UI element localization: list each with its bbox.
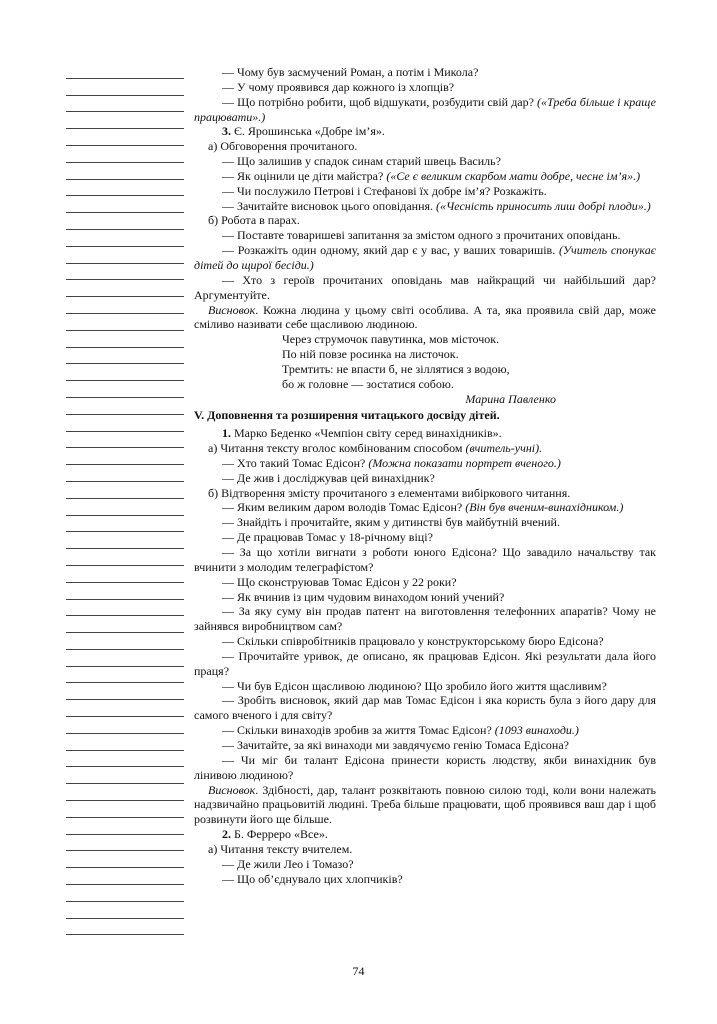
margin-note-line	[66, 196, 184, 213]
paragraph	[194, 679, 656, 694]
margin-note-line	[66, 818, 184, 835]
paragraph	[194, 441, 656, 456]
paragraph	[194, 753, 656, 783]
margin-note-line	[66, 516, 184, 533]
margin-note-line	[66, 751, 184, 768]
text-run: — Хто такий Томас Едісон?	[222, 455, 369, 470]
paragraph	[194, 213, 656, 228]
text-run: — Чому був засмучений Роман, а потім і Микола?	[222, 65, 479, 79]
margin-note-line	[66, 700, 184, 717]
margin-note-line	[66, 667, 184, 684]
margin-note-line	[66, 247, 184, 264]
margin-note-line	[66, 314, 184, 331]
margin-note-line	[66, 213, 184, 230]
text-run: («Се є великим скарбом мати добре, чесне ім’я».)	[386, 168, 641, 183]
margin-note-line	[66, 146, 184, 163]
text-run: — Скільки винаходів зробив за життя Томас Едісон?	[222, 723, 495, 738]
text-run: 1.	[222, 426, 231, 441]
text-run: б) Робота в парах.	[208, 213, 300, 228]
paragraph	[194, 604, 656, 634]
paragraph	[194, 857, 656, 872]
margin-note-line	[66, 264, 184, 281]
text-run: — Знайдіть і прочитайте, яким у дитинстві був майбутній вчений.	[222, 515, 560, 530]
paragraph	[194, 500, 656, 515]
text-block-section-v	[194, 426, 656, 886]
text-run: (вчитель-учні).	[465, 441, 543, 456]
text-run: — Чи був Едісон щасливою людиною? Що зробило його життя щасливим?	[222, 678, 607, 693]
text-run: — Зробіть висновок, який дар мав Томас Едісон і яка користь була з його дару для самого вченого і для світу?	[194, 693, 656, 723]
paragraph	[194, 303, 656, 333]
paragraph	[194, 456, 656, 471]
margin-note-line	[66, 297, 184, 314]
poem-author: Марина Павленко	[465, 391, 556, 406]
text-run: а) Обговорення прочитаного.	[208, 139, 358, 154]
text-run: («Треба більше і краще працювати».)	[194, 94, 656, 124]
text-run: — За що хотіли вигнати з роботи юного Едісона? Що завадило начальству так вчинити з молодим телеграфістом?	[194, 545, 656, 574]
paragraph	[194, 545, 656, 575]
paragraph	[194, 184, 656, 199]
margin-note-line	[66, 482, 184, 499]
text-run: — Поставте товаришеві запитання за змістом одного з прочитаних оповідань.	[222, 228, 621, 243]
paragraph	[194, 426, 656, 441]
text-run: — Скільки співробітників працювало у конструкторському бюро Едісона?	[222, 634, 604, 649]
margin-note-line	[66, 885, 184, 902]
text-run: — Де працював Томас у 18-річному віці?	[222, 530, 433, 545]
margin-note-line	[66, 868, 184, 885]
margin-note-line	[66, 381, 184, 398]
margin-note-line	[66, 851, 184, 868]
margin-note-line	[66, 549, 184, 566]
margin-note-line	[66, 583, 184, 600]
margin-note-line	[66, 331, 184, 348]
margin-note-line	[66, 919, 184, 936]
paragraph	[194, 486, 656, 501]
margin-note-line	[66, 600, 184, 617]
margin-note-line	[66, 129, 184, 146]
margin-note-line	[66, 96, 184, 113]
text-run: б) Відтворення змісту прочитаного з елементами вибіркового читання.	[208, 485, 571, 500]
paragraph	[194, 124, 656, 139]
margin-note-line	[66, 499, 184, 516]
margin-note-line	[66, 280, 184, 297]
paragraph	[194, 783, 656, 828]
margin-note-line	[66, 835, 184, 852]
margin-note-line	[66, 62, 184, 79]
text-run: — У чому проявився дар кожного із хлопців?	[222, 79, 455, 94]
paragraph	[194, 139, 656, 154]
text-run: — Прочитайте уривок, де описано, як працював Едісон. Які результати дала його праця?	[194, 648, 656, 678]
text-run: 2.	[222, 827, 231, 842]
text-run: — Чи міг би талант Едісона принести користь людству, якби винахідник був лінивою людиною?	[194, 752, 656, 782]
margin-note-line	[66, 532, 184, 549]
text-run: а) Читання тексту вчителем.	[208, 841, 353, 856]
text-block-discussion	[194, 65, 656, 332]
paragraph	[194, 80, 656, 95]
text-run: — Де жили Лео і Томазо?	[222, 856, 354, 871]
text-run: (1093 винаходи.)	[494, 723, 579, 738]
margin-note-line	[66, 784, 184, 801]
paragraph	[194, 243, 656, 273]
paragraph	[194, 590, 656, 605]
paragraph	[194, 693, 656, 723]
margin-note-line	[66, 633, 184, 650]
text-run: . Кожна людина у цьому світі особлива. А та, яка проявила свій дар, може сміливо називати себе щасливою людиною.	[194, 302, 656, 332]
text-run: — За яку суму він продав патент на виготовлення телефонних апаратів? Чому не зайнявся виробництвом сам?	[194, 604, 656, 634]
margin-note-line	[66, 180, 184, 197]
text-run: (Учитель спонукає дітей до щирої бесіди.)	[194, 243, 656, 272]
paragraph	[194, 575, 656, 590]
text-run: — Як оцінили це діти майстра?	[222, 168, 387, 183]
text-run: — Зачитайте висновок цього оповідання.	[222, 198, 437, 213]
margin-note-line	[66, 448, 184, 465]
text-run: — Що потрібно робити, щоб відшукати, розбудити свій дар?	[222, 94, 538, 109]
poem-line: По ній повзе росинка на листочок.	[282, 347, 459, 362]
paragraph	[194, 634, 656, 649]
paragraph	[194, 154, 656, 169]
text-run: — Де жив і досліджував цей винахідник?	[222, 470, 435, 485]
margin-note-line	[66, 767, 184, 784]
text-run: Є. Ярошинська «Добре ім’я».	[231, 124, 385, 139]
margin-note-line	[66, 432, 184, 449]
margin-note-line	[66, 616, 184, 633]
margin-note-line	[66, 683, 184, 700]
margin-note-line	[66, 364, 184, 381]
margin-note-line	[66, 230, 184, 247]
poem-line: бо ж головне — зостатися собою.	[282, 376, 454, 391]
paragraph	[194, 95, 656, 125]
margin-note-line	[66, 79, 184, 96]
paragraph	[194, 199, 656, 214]
text-run: — Яким великим даром володів Томас Едісон?	[222, 500, 466, 515]
text-run: — Розкажіть один одному, який дар є у вас, у ваших товаришів.	[222, 243, 559, 258]
paragraph	[194, 530, 656, 545]
page-number: 74	[352, 964, 365, 978]
text-run: — Що сконструював Томас Едісон у 22 роки?	[222, 574, 457, 589]
paragraph	[194, 827, 656, 842]
margin-note-line	[66, 717, 184, 734]
paragraph	[194, 273, 656, 303]
text-run: Висновок	[208, 302, 256, 317]
text-run: — Як вчинив із цим чудовим винаходом юний учений?	[222, 589, 505, 604]
text-run: («Чесність приносить лиш добрі плоди».)	[436, 198, 651, 213]
text-run: — Зачитайте, за які винаходи ми завдячуємо генію Томаса Едісона?	[222, 737, 570, 752]
margin-note-line	[66, 112, 184, 129]
margin-note-line	[66, 415, 184, 432]
paragraph	[194, 649, 656, 679]
margin-note-lines	[66, 62, 184, 935]
text-run: Висновок	[208, 782, 256, 797]
section-title: V. Доповнення та розширення читацького досвіду дітей.	[194, 408, 500, 423]
margin-note-line	[66, 801, 184, 818]
text-run: (Він був вченим-винахідником.)	[465, 500, 624, 515]
paragraph	[194, 515, 656, 530]
margin-note-line	[66, 902, 184, 919]
margin-note-line	[66, 650, 184, 667]
paragraph	[194, 169, 656, 184]
margin-note-line	[66, 348, 184, 365]
margin-note-line	[66, 465, 184, 482]
text-run: — Що об’єднувало цих хлопчиків?	[222, 871, 403, 886]
paragraph	[194, 65, 656, 80]
poem-line: Тремтить: не впасти б, не зіллятися з водою,	[282, 361, 510, 376]
text-run: 3.	[222, 124, 231, 139]
poem	[282, 332, 656, 391]
paragraph	[194, 471, 656, 486]
page-content	[194, 65, 656, 886]
paragraph	[194, 872, 656, 887]
poem-line: Через струмочок павутинка, мов місточок.	[282, 332, 500, 347]
paragraph	[194, 228, 656, 243]
paragraph	[194, 723, 656, 738]
text-run: Б. Ферреро «Все».	[231, 827, 328, 842]
text-run: — Хто з героїв прочитаних оповідань мав найкращий чи найбільший дар? Аргументуйте.	[194, 272, 656, 302]
text-run: — Чи послужило Петрові і Стефанові їх добре ім’я? Розкажіть.	[222, 183, 547, 198]
text-run: — Що залишив у спадок синам старий швець Василь?	[222, 154, 501, 169]
text-run: (Можна показати портрет вченого.)	[368, 455, 561, 470]
text-run: а) Читання тексту вголос комбінованим способом	[208, 441, 466, 456]
paragraph	[194, 842, 656, 857]
text-run: . Здібності, дар, талант розквітають повною силою тоді, коли вони належать надзвичайно працьовитій людині. Треба більше працювати, щоб проявився ваш дар і щоб розвинути його ще більше.	[194, 782, 656, 827]
margin-note-line	[66, 398, 184, 415]
margin-note-line	[66, 163, 184, 180]
paragraph	[194, 738, 656, 753]
margin-note-line	[66, 734, 184, 751]
text-run: Марко Беденко «Чемпіон світу серед винахідників».	[231, 426, 502, 441]
margin-note-line	[66, 566, 184, 583]
